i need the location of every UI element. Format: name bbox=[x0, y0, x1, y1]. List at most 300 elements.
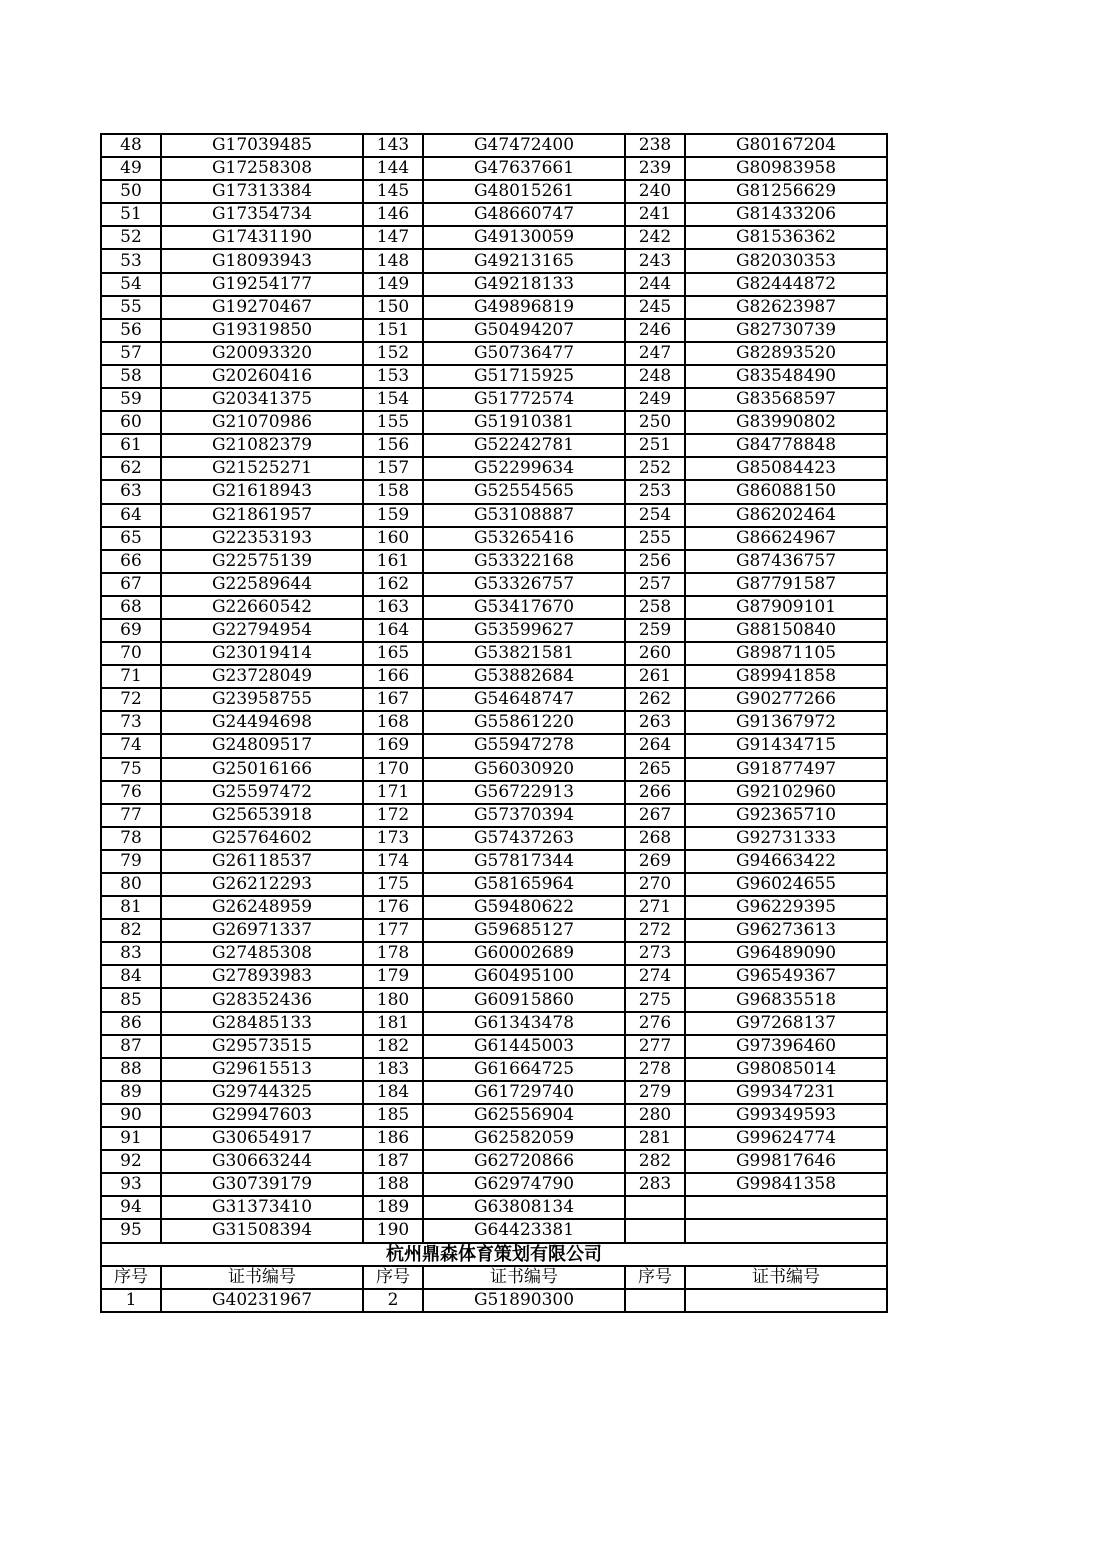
seq-cell: 250 bbox=[625, 411, 685, 434]
seq-cell: 275 bbox=[625, 988, 685, 1011]
cert-number-cell: G17313384 bbox=[161, 180, 363, 203]
table-row bbox=[101, 1196, 887, 1219]
seq-cell: 58 bbox=[101, 365, 161, 388]
cert-number-cell: G94663422 bbox=[685, 850, 887, 873]
cert-number-cell: G51772574 bbox=[423, 388, 625, 411]
table-row bbox=[101, 965, 887, 988]
cert-number-cell: G59480622 bbox=[423, 896, 625, 919]
cert-number-cell: G51890300 bbox=[423, 1289, 625, 1312]
cert-number-cell: G92102960 bbox=[685, 781, 887, 804]
cert-number-cell: G40231967 bbox=[161, 1289, 363, 1312]
seq-cell: 168 bbox=[363, 711, 423, 734]
seq-cell: 255 bbox=[625, 527, 685, 550]
cert-number-cell: G48015261 bbox=[423, 180, 625, 203]
seq-cell: 257 bbox=[625, 573, 685, 596]
cert-number-cell: G87909101 bbox=[685, 596, 887, 619]
cert-number-cell: G87436757 bbox=[685, 550, 887, 573]
seq-cell: 87 bbox=[101, 1035, 161, 1058]
seq-cell: 260 bbox=[625, 642, 685, 665]
seq-cell: 169 bbox=[363, 734, 423, 757]
cert-number-cell: G92365710 bbox=[685, 804, 887, 827]
cert-number-cell: G80167204 bbox=[685, 134, 887, 157]
cert-number-cell: G52242781 bbox=[423, 434, 625, 457]
cert-number-cell: G96273613 bbox=[685, 919, 887, 942]
table-row bbox=[101, 850, 887, 873]
cert-number-cell: G22660542 bbox=[161, 596, 363, 619]
cert-number-cell: G25597472 bbox=[161, 781, 363, 804]
cert-number-cell: G86088150 bbox=[685, 480, 887, 503]
table-row bbox=[101, 596, 887, 619]
seq-cell: 174 bbox=[363, 850, 423, 873]
cert-number-cell: G30739179 bbox=[161, 1173, 363, 1196]
seq-cell: 240 bbox=[625, 180, 685, 203]
cert-number-cell: G57370394 bbox=[423, 804, 625, 827]
cert-number-cell: G62974790 bbox=[423, 1173, 625, 1196]
cert-number-cell: G31373410 bbox=[161, 1196, 363, 1219]
cert-number-cell: G23958755 bbox=[161, 688, 363, 711]
cert-number-cell: G17258308 bbox=[161, 157, 363, 180]
cert-number-cell: G25653918 bbox=[161, 804, 363, 827]
seq-header: 序号 bbox=[363, 1266, 423, 1289]
cert-number-cell: G20260416 bbox=[161, 365, 363, 388]
table-row bbox=[101, 249, 887, 272]
seq-cell: 79 bbox=[101, 850, 161, 873]
cert-number-cell: G96024655 bbox=[685, 873, 887, 896]
table-row bbox=[101, 296, 887, 319]
cert-number-cell: G86202464 bbox=[685, 504, 887, 527]
seq-cell: 144 bbox=[363, 157, 423, 180]
table-row bbox=[101, 1058, 887, 1081]
seq-cell: 242 bbox=[625, 226, 685, 249]
cert-number-cell: G62720866 bbox=[423, 1150, 625, 1173]
cert-number-cell: G60915860 bbox=[423, 988, 625, 1011]
seq-cell: 1 bbox=[101, 1289, 161, 1312]
seq-cell: 238 bbox=[625, 134, 685, 157]
table-row bbox=[101, 1035, 887, 1058]
seq-cell: 83 bbox=[101, 942, 161, 965]
table-row bbox=[101, 873, 887, 896]
seq-cell: 65 bbox=[101, 527, 161, 550]
seq-cell: 55 bbox=[101, 296, 161, 319]
cert-number-cell: G21618943 bbox=[161, 480, 363, 503]
cert-number-cell: G83548490 bbox=[685, 365, 887, 388]
cert-number-cell: G28352436 bbox=[161, 988, 363, 1011]
seq-cell: 164 bbox=[363, 619, 423, 642]
seq-cell: 49 bbox=[101, 157, 161, 180]
seq-cell: 166 bbox=[363, 665, 423, 688]
seq-cell: 151 bbox=[363, 319, 423, 342]
seq-cell: 280 bbox=[625, 1104, 685, 1127]
cert-number-cell: G22575139 bbox=[161, 550, 363, 573]
seq-cell: 68 bbox=[101, 596, 161, 619]
cert-number-cell: G97268137 bbox=[685, 1012, 887, 1035]
cert-number-cell: G91877497 bbox=[685, 758, 887, 781]
header-row bbox=[101, 1266, 887, 1289]
cert-number-cell: G30654917 bbox=[161, 1127, 363, 1150]
seq-cell: 57 bbox=[101, 342, 161, 365]
seq-cell: 82 bbox=[101, 919, 161, 942]
cert-number-cell: G49896819 bbox=[423, 296, 625, 319]
cert-number-cell: G99624774 bbox=[685, 1127, 887, 1150]
table-row bbox=[101, 550, 887, 573]
seq-cell: 184 bbox=[363, 1081, 423, 1104]
cert-number-cell: G56030920 bbox=[423, 758, 625, 781]
cert-number-cell: G57817344 bbox=[423, 850, 625, 873]
cert-number-cell: G53821581 bbox=[423, 642, 625, 665]
cert-number-cell: G50494207 bbox=[423, 319, 625, 342]
cert-number-cell: G47472400 bbox=[423, 134, 625, 157]
cert-number-cell: G87791587 bbox=[685, 573, 887, 596]
seq-cell: 248 bbox=[625, 365, 685, 388]
seq-cell: 265 bbox=[625, 758, 685, 781]
seq-cell: 59 bbox=[101, 388, 161, 411]
cert-number-cell: G29744325 bbox=[161, 1081, 363, 1104]
table-row bbox=[101, 388, 887, 411]
seq-cell: 85 bbox=[101, 988, 161, 1011]
cert-number-cell: G18093943 bbox=[161, 249, 363, 272]
seq-cell: 278 bbox=[625, 1058, 685, 1081]
seq-header: 序号 bbox=[625, 1266, 685, 1289]
seq-cell: 261 bbox=[625, 665, 685, 688]
seq-cell: 93 bbox=[101, 1173, 161, 1196]
seq-cell: 253 bbox=[625, 480, 685, 503]
seq-cell: 165 bbox=[363, 642, 423, 665]
seq-cell: 180 bbox=[363, 988, 423, 1011]
table-row bbox=[101, 688, 887, 711]
seq-cell: 143 bbox=[363, 134, 423, 157]
table-row bbox=[101, 734, 887, 757]
table-row bbox=[101, 804, 887, 827]
seq-cell: 177 bbox=[363, 919, 423, 942]
seq-cell: 247 bbox=[625, 342, 685, 365]
seq-cell: 62 bbox=[101, 457, 161, 480]
cert-number-cell: G84778848 bbox=[685, 434, 887, 457]
cert-number-cell: G26971337 bbox=[161, 919, 363, 942]
cert-number-cell: G57437263 bbox=[423, 827, 625, 850]
seq-cell: 274 bbox=[625, 965, 685, 988]
cert-number-cell: G24809517 bbox=[161, 734, 363, 757]
cert-number-cell: G99841358 bbox=[685, 1173, 887, 1196]
cert-number-cell: G26248959 bbox=[161, 896, 363, 919]
cert-number-cell: G96489090 bbox=[685, 942, 887, 965]
table-row bbox=[101, 157, 887, 180]
cert-number-cell: G89941858 bbox=[685, 665, 887, 688]
seq-cell: 256 bbox=[625, 550, 685, 573]
seq-cell: 273 bbox=[625, 942, 685, 965]
seq-cell: 51 bbox=[101, 203, 161, 226]
seq-cell: 282 bbox=[625, 1150, 685, 1173]
seq-cell: 186 bbox=[363, 1127, 423, 1150]
company-name: 杭州鼎森体育策划有限公司 bbox=[101, 1243, 887, 1266]
table-row bbox=[101, 365, 887, 388]
cert-number-cell: G17431190 bbox=[161, 226, 363, 249]
table-row bbox=[101, 919, 887, 942]
cert-number-cell: G27893983 bbox=[161, 965, 363, 988]
cert-number-cell: G22794954 bbox=[161, 619, 363, 642]
cert-number-cell: G53322168 bbox=[423, 550, 625, 573]
table-row bbox=[101, 619, 887, 642]
table-row bbox=[101, 1081, 887, 1104]
seq-cell bbox=[625, 1289, 685, 1312]
seq-cell: 271 bbox=[625, 896, 685, 919]
cert-number-cell: G49218133 bbox=[423, 273, 625, 296]
seq-cell: 61 bbox=[101, 434, 161, 457]
cert-number-cell: G52554565 bbox=[423, 480, 625, 503]
table-row bbox=[101, 711, 887, 734]
seq-cell: 94 bbox=[101, 1196, 161, 1219]
cert-number-cell: G81536362 bbox=[685, 226, 887, 249]
cert-number-cell: G21861957 bbox=[161, 504, 363, 527]
cert-number-cell: G85084423 bbox=[685, 457, 887, 480]
seq-cell: 176 bbox=[363, 896, 423, 919]
table-row bbox=[101, 896, 887, 919]
cert-number-cell: G81433206 bbox=[685, 203, 887, 226]
seq-cell: 60 bbox=[101, 411, 161, 434]
seq-cell: 149 bbox=[363, 273, 423, 296]
seq-cell: 266 bbox=[625, 781, 685, 804]
seq-cell: 173 bbox=[363, 827, 423, 850]
cert-number-cell: G48660747 bbox=[423, 203, 625, 226]
cert-number-cell: G21525271 bbox=[161, 457, 363, 480]
certificate-table-body bbox=[101, 134, 887, 1312]
seq-cell: 281 bbox=[625, 1127, 685, 1150]
seq-cell: 161 bbox=[363, 550, 423, 573]
cert-number-cell: G24494698 bbox=[161, 711, 363, 734]
seq-cell: 241 bbox=[625, 203, 685, 226]
cert-number-cell: G96549367 bbox=[685, 965, 887, 988]
seq-cell: 155 bbox=[363, 411, 423, 434]
table-row bbox=[101, 758, 887, 781]
certificate-table bbox=[100, 133, 888, 1313]
cert-number-header: 证书编号 bbox=[685, 1266, 887, 1289]
cert-number-cell: G91434715 bbox=[685, 734, 887, 757]
seq-cell: 259 bbox=[625, 619, 685, 642]
cert-number-cell bbox=[685, 1289, 887, 1312]
cert-number-cell: G27485308 bbox=[161, 942, 363, 965]
cert-number-cell: G61729740 bbox=[423, 1081, 625, 1104]
cert-number-cell: G49130059 bbox=[423, 226, 625, 249]
cert-number-cell: G54648747 bbox=[423, 688, 625, 711]
seq-cell: 178 bbox=[363, 942, 423, 965]
seq-cell: 78 bbox=[101, 827, 161, 850]
seq-cell: 86 bbox=[101, 1012, 161, 1035]
seq-cell: 258 bbox=[625, 596, 685, 619]
seq-cell: 146 bbox=[363, 203, 423, 226]
seq-cell: 179 bbox=[363, 965, 423, 988]
cert-number-cell: G26118537 bbox=[161, 850, 363, 873]
cert-number-cell: G55947278 bbox=[423, 734, 625, 757]
seq-cell: 245 bbox=[625, 296, 685, 319]
cert-number-cell: G52299634 bbox=[423, 457, 625, 480]
cert-number-cell: G19270467 bbox=[161, 296, 363, 319]
seq-cell: 160 bbox=[363, 527, 423, 550]
cert-number-header: 证书编号 bbox=[423, 1266, 625, 1289]
cert-number-cell: G51910381 bbox=[423, 411, 625, 434]
cert-number-cell: G25764602 bbox=[161, 827, 363, 850]
cert-number-cell: G90277266 bbox=[685, 688, 887, 711]
seq-cell: 283 bbox=[625, 1173, 685, 1196]
cert-number-cell: G53417670 bbox=[423, 596, 625, 619]
seq-cell: 162 bbox=[363, 573, 423, 596]
cert-number-cell bbox=[685, 1196, 887, 1219]
cert-number-cell: G97396460 bbox=[685, 1035, 887, 1058]
seq-cell: 84 bbox=[101, 965, 161, 988]
cert-number-cell: G80983958 bbox=[685, 157, 887, 180]
seq-cell: 244 bbox=[625, 273, 685, 296]
seq-cell: 175 bbox=[363, 873, 423, 896]
table-row bbox=[101, 642, 887, 665]
cert-number-header: 证书编号 bbox=[161, 1266, 363, 1289]
cert-number-cell: G51715925 bbox=[423, 365, 625, 388]
table-row bbox=[101, 504, 887, 527]
cert-number-cell: G61664725 bbox=[423, 1058, 625, 1081]
seq-cell: 249 bbox=[625, 388, 685, 411]
cert-number-cell: G83568597 bbox=[685, 388, 887, 411]
seq-cell: 145 bbox=[363, 180, 423, 203]
seq-cell: 181 bbox=[363, 1012, 423, 1035]
seq-cell: 148 bbox=[363, 249, 423, 272]
cert-number-cell: G22353193 bbox=[161, 527, 363, 550]
cert-number-cell: G61445003 bbox=[423, 1035, 625, 1058]
seq-cell: 252 bbox=[625, 457, 685, 480]
seq-cell: 88 bbox=[101, 1058, 161, 1081]
cert-number-cell: G64423381 bbox=[423, 1219, 625, 1242]
cert-number-cell: G58165964 bbox=[423, 873, 625, 896]
cert-number-cell: G21082379 bbox=[161, 434, 363, 457]
cert-number-cell: G19319850 bbox=[161, 319, 363, 342]
seq-cell: 92 bbox=[101, 1150, 161, 1173]
cert-number-cell: G29947603 bbox=[161, 1104, 363, 1127]
cert-number-cell: G96835518 bbox=[685, 988, 887, 1011]
table-row bbox=[101, 781, 887, 804]
cert-number-cell: G88150840 bbox=[685, 619, 887, 642]
seq-cell: 272 bbox=[625, 919, 685, 942]
seq-cell: 70 bbox=[101, 642, 161, 665]
seq-cell bbox=[625, 1219, 685, 1242]
cert-number-cell: G61343478 bbox=[423, 1012, 625, 1035]
seq-cell: 90 bbox=[101, 1104, 161, 1127]
table-row bbox=[101, 942, 887, 965]
table-row bbox=[101, 203, 887, 226]
seq-cell: 171 bbox=[363, 781, 423, 804]
cert-number-cell: G23728049 bbox=[161, 665, 363, 688]
seq-cell: 74 bbox=[101, 734, 161, 757]
cert-number-cell: G55861220 bbox=[423, 711, 625, 734]
seq-cell: 63 bbox=[101, 480, 161, 503]
cert-number-cell: G99349593 bbox=[685, 1104, 887, 1127]
seq-cell: 254 bbox=[625, 504, 685, 527]
cert-number-cell: G29573515 bbox=[161, 1035, 363, 1058]
table-row bbox=[101, 1150, 887, 1173]
seq-cell: 172 bbox=[363, 804, 423, 827]
seq-cell: 157 bbox=[363, 457, 423, 480]
seq-cell: 279 bbox=[625, 1081, 685, 1104]
table-row bbox=[101, 1012, 887, 1035]
seq-cell: 187 bbox=[363, 1150, 423, 1173]
cert-number-cell: G63808134 bbox=[423, 1196, 625, 1219]
seq-cell: 268 bbox=[625, 827, 685, 850]
table-row bbox=[101, 527, 887, 550]
cert-number-cell: G92731333 bbox=[685, 827, 887, 850]
cert-number-cell: G60495100 bbox=[423, 965, 625, 988]
seq-cell: 50 bbox=[101, 180, 161, 203]
cert-number-cell: G53108887 bbox=[423, 504, 625, 527]
cert-number-cell: G86624967 bbox=[685, 527, 887, 550]
seq-cell: 270 bbox=[625, 873, 685, 896]
table-row bbox=[101, 226, 887, 249]
cert-number-cell: G98085014 bbox=[685, 1058, 887, 1081]
table-row bbox=[101, 573, 887, 596]
seq-cell: 73 bbox=[101, 711, 161, 734]
cert-number-cell: G47637661 bbox=[423, 157, 625, 180]
cert-number-cell: G26212293 bbox=[161, 873, 363, 896]
table-row bbox=[101, 180, 887, 203]
seq-cell: 163 bbox=[363, 596, 423, 619]
seq-cell: 95 bbox=[101, 1219, 161, 1242]
table-row bbox=[101, 342, 887, 365]
seq-cell: 167 bbox=[363, 688, 423, 711]
table-row bbox=[101, 1173, 887, 1196]
cert-number-cell: G23019414 bbox=[161, 642, 363, 665]
cert-number-cell: G60002689 bbox=[423, 942, 625, 965]
table-row bbox=[101, 457, 887, 480]
table-row bbox=[101, 1127, 887, 1150]
seq-cell: 69 bbox=[101, 619, 161, 642]
seq-cell: 246 bbox=[625, 319, 685, 342]
cert-number-cell: G99817646 bbox=[685, 1150, 887, 1173]
cert-number-cell: G49213165 bbox=[423, 249, 625, 272]
cert-number-cell: G50736477 bbox=[423, 342, 625, 365]
cert-number-cell: G31508394 bbox=[161, 1219, 363, 1242]
table-row bbox=[101, 988, 887, 1011]
seq-cell: 269 bbox=[625, 850, 685, 873]
table-row bbox=[101, 434, 887, 457]
cert-number-cell: G21070986 bbox=[161, 411, 363, 434]
cert-number-cell: G22589644 bbox=[161, 573, 363, 596]
cert-number-cell: G82730739 bbox=[685, 319, 887, 342]
seq-cell: 53 bbox=[101, 249, 161, 272]
cert-number-cell: G53882684 bbox=[423, 665, 625, 688]
cert-number-cell: G89871105 bbox=[685, 642, 887, 665]
cert-number-cell: G53599627 bbox=[423, 619, 625, 642]
seq-cell: 243 bbox=[625, 249, 685, 272]
cert-number-cell: G28485133 bbox=[161, 1012, 363, 1035]
cert-number-cell: G81256629 bbox=[685, 180, 887, 203]
seq-cell: 267 bbox=[625, 804, 685, 827]
table-row bbox=[101, 1219, 887, 1242]
seq-cell: 264 bbox=[625, 734, 685, 757]
seq-cell: 2 bbox=[363, 1289, 423, 1312]
cert-number-cell: G29615513 bbox=[161, 1058, 363, 1081]
seq-cell: 71 bbox=[101, 665, 161, 688]
seq-cell: 80 bbox=[101, 873, 161, 896]
cert-number-cell: G53265416 bbox=[423, 527, 625, 550]
seq-cell: 152 bbox=[363, 342, 423, 365]
seq-cell: 150 bbox=[363, 296, 423, 319]
cert-number-cell: G59685127 bbox=[423, 919, 625, 942]
seq-cell: 158 bbox=[363, 480, 423, 503]
cert-number-cell: G25016166 bbox=[161, 758, 363, 781]
table-row bbox=[101, 827, 887, 850]
cert-number-cell: G19254177 bbox=[161, 273, 363, 296]
cert-number-cell: G99347231 bbox=[685, 1081, 887, 1104]
seq-cell: 154 bbox=[363, 388, 423, 411]
cert-number-cell: G30663244 bbox=[161, 1150, 363, 1173]
table-row bbox=[101, 665, 887, 688]
seq-cell: 170 bbox=[363, 758, 423, 781]
cert-number-cell bbox=[685, 1219, 887, 1242]
cert-number-cell: G17354734 bbox=[161, 203, 363, 226]
